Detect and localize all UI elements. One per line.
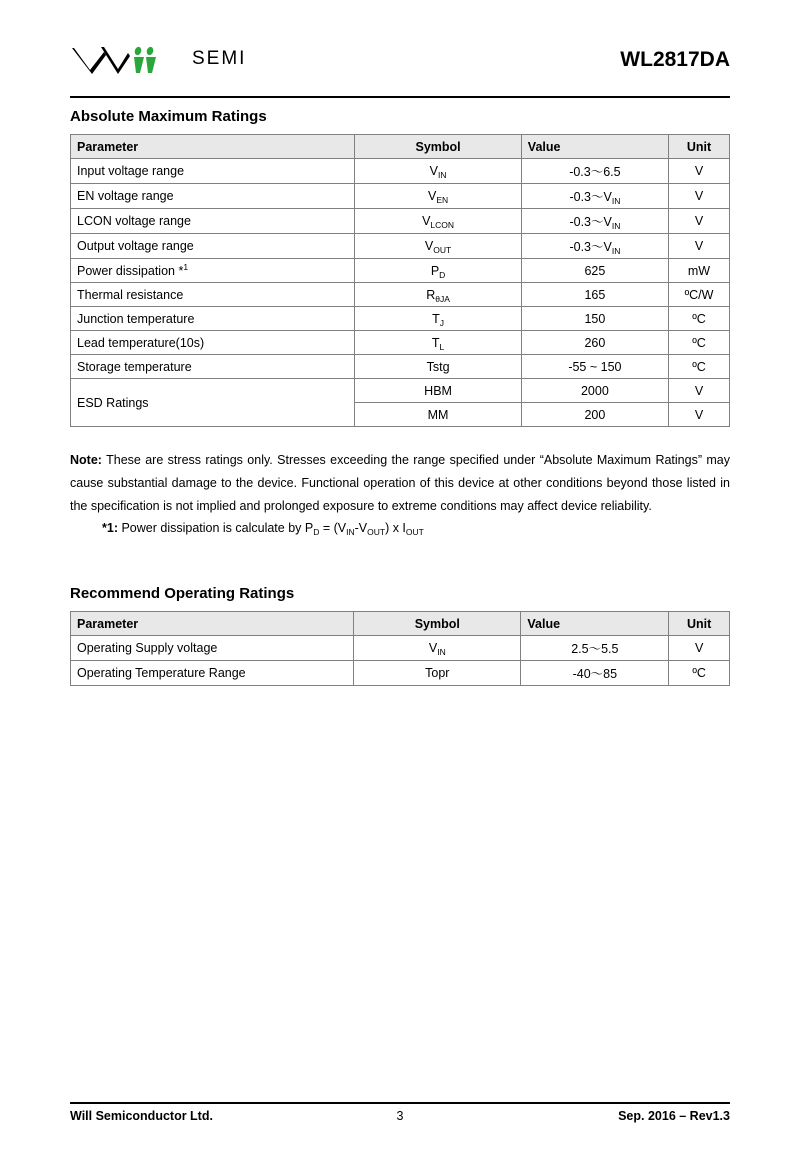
cell-unit: ºC/W: [669, 283, 730, 307]
table-row: [71, 259, 730, 283]
cell-symbol: $T_J$: [355, 307, 521, 331]
table-row: [71, 159, 730, 184]
section-title-absolute-maximum-ratings: Absolute Maximum Ratings: [70, 108, 267, 125]
cell-value: -55 ~ 150: [521, 355, 668, 379]
cell-value: 625: [521, 259, 668, 283]
willsemi-logo-icon: [70, 42, 188, 76]
cell-value: -0.3～6.5: [521, 159, 668, 184]
cell-unit: V: [669, 379, 730, 403]
header-divider: [70, 96, 730, 98]
footnote-body: Power dissipation is calculate by P: [117, 521, 314, 536]
cell-symbol: $P_D$: [355, 259, 521, 283]
cell-symbol: $V_{OUT}$: [355, 234, 521, 259]
cell-value: $-0.3\sim V_{IN}$: [521, 209, 668, 234]
absolute-maximum-ratings-table: [70, 134, 730, 427]
part-number: WL2817DA: [620, 48, 730, 71]
cell-unit: V: [669, 184, 730, 209]
cell-unit: ºC: [669, 355, 730, 379]
section-title-recommend-operating-ratings: Recommend Operating Ratings: [70, 585, 295, 603]
footnote-label: *1:: [102, 521, 118, 536]
note-paragraph: [70, 449, 730, 518]
footnote-tail: ) x I: [385, 521, 406, 536]
cell-symbol: $V_{IN}$: [354, 636, 521, 661]
cell-symbol: $V_{IN}$: [355, 159, 521, 184]
cell-unit: V: [669, 159, 730, 184]
column-header-value: Value: [521, 135, 668, 159]
table-row: [71, 307, 730, 331]
column-header-parameter: Parameter: [71, 135, 355, 159]
cell-unit: V: [669, 234, 730, 259]
cell-parameter: Junction temperature: [71, 307, 355, 331]
table-row: [71, 636, 730, 661]
page-footer: [70, 1102, 730, 1123]
footer-divider: [70, 1102, 730, 1104]
cell-parameter: Lead temperature(10s): [71, 331, 355, 355]
table-row: [71, 234, 730, 259]
cell-symbol: $T_L$: [355, 331, 521, 355]
column-header-parameter: Parameter: [71, 612, 354, 636]
cell-parameter: Thermal resistance: [71, 283, 355, 307]
table-row: [71, 355, 730, 379]
cell-value: 165: [521, 283, 668, 307]
cell-parameter: Output voltage range: [71, 234, 355, 259]
cell-unit: ºC: [669, 307, 730, 331]
cell-value: $-0.3\sim V_{IN}$: [521, 184, 668, 209]
cell-parameter-esd: ESD Ratings: [71, 379, 355, 427]
logo-wordmark: SEMI: [192, 48, 247, 69]
cell-symbol: $V_{LCON}$: [355, 209, 521, 234]
footer-revision: Sep. 2016 – Rev1.3: [618, 1109, 730, 1123]
cell-parameter: Operating Temperature Range: [71, 661, 354, 686]
column-header-value: Value: [521, 612, 669, 636]
table-header-row: [71, 612, 730, 636]
table-row: [71, 331, 730, 355]
table-header-row: [71, 135, 730, 159]
cell-value: 200: [521, 403, 668, 427]
cell-symbol: $R_{\theta JA}$: [355, 283, 521, 307]
cell-unit: ºC: [669, 331, 730, 355]
table-row: [71, 283, 730, 307]
table-row: [71, 209, 730, 234]
cell-symbol: $V_{EN}$: [355, 184, 521, 209]
cell-parameter: Input voltage range: [71, 159, 355, 184]
column-header-symbol: Symbol: [354, 612, 521, 636]
cell-value: 150: [521, 307, 668, 331]
footer-company: Will Semiconductor Ltd.: [70, 1109, 213, 1123]
table-row: [71, 379, 730, 403]
column-header-unit: Unit: [669, 612, 730, 636]
column-header-unit: Unit: [669, 135, 730, 159]
footer-page-number: 3: [396, 1109, 404, 1123]
column-header-symbol: Symbol: [355, 135, 521, 159]
document-page: [0, 40, 800, 1171]
cell-symbol: Topr: [354, 661, 521, 686]
cell-value: $-0.3\sim V_{IN}$: [521, 234, 668, 259]
note-label: Note:: [70, 453, 102, 467]
cell-parameter: LCON voltage range: [71, 209, 355, 234]
cell-value: 2.5～5.5: [521, 636, 669, 661]
cell-unit: V: [669, 403, 730, 427]
cell-value: 2000: [521, 379, 668, 403]
table-row: [71, 184, 730, 209]
cell-symbol: HBM: [355, 379, 521, 403]
cell-parameter: Storage temperature: [71, 355, 355, 379]
cell-parameter: Operating Supply voltage: [71, 636, 354, 661]
note-footnote: *1: Power dissipation is calculate by $P_D = (V_{IN}-V_{OUT})$ x $I_{OUT}$: [102, 521, 424, 538]
cell-unit: V: [669, 636, 730, 661]
cell-unit: ºC: [669, 661, 730, 686]
cell-symbol: MM: [355, 403, 521, 427]
footnote-formula: = (V: [319, 521, 347, 536]
cell-parameter: EN voltage range: [71, 184, 355, 209]
cell-value: 260: [521, 331, 668, 355]
cell-parameter: Power dissipation *$^1$: [71, 259, 355, 283]
cell-unit: V: [669, 209, 730, 234]
company-logo: [70, 42, 246, 76]
cell-symbol: Tstg: [355, 355, 521, 379]
note-body: These are stress ratings only. Stresses exceeding the range specified under “Absolute Maximum Ratings” may cause substantial damage to the device. Functional operation of this device at other conditions beyond those listed in the specification is not implied and prolonged exposure to extreme conditions may affect device reliability.: [70, 453, 730, 514]
recommend-operating-ratings-table: [70, 611, 730, 686]
cell-unit: mW: [669, 259, 730, 283]
page-header: [70, 40, 730, 98]
cell-value: -40～85: [521, 661, 669, 686]
table-row: [71, 661, 730, 686]
